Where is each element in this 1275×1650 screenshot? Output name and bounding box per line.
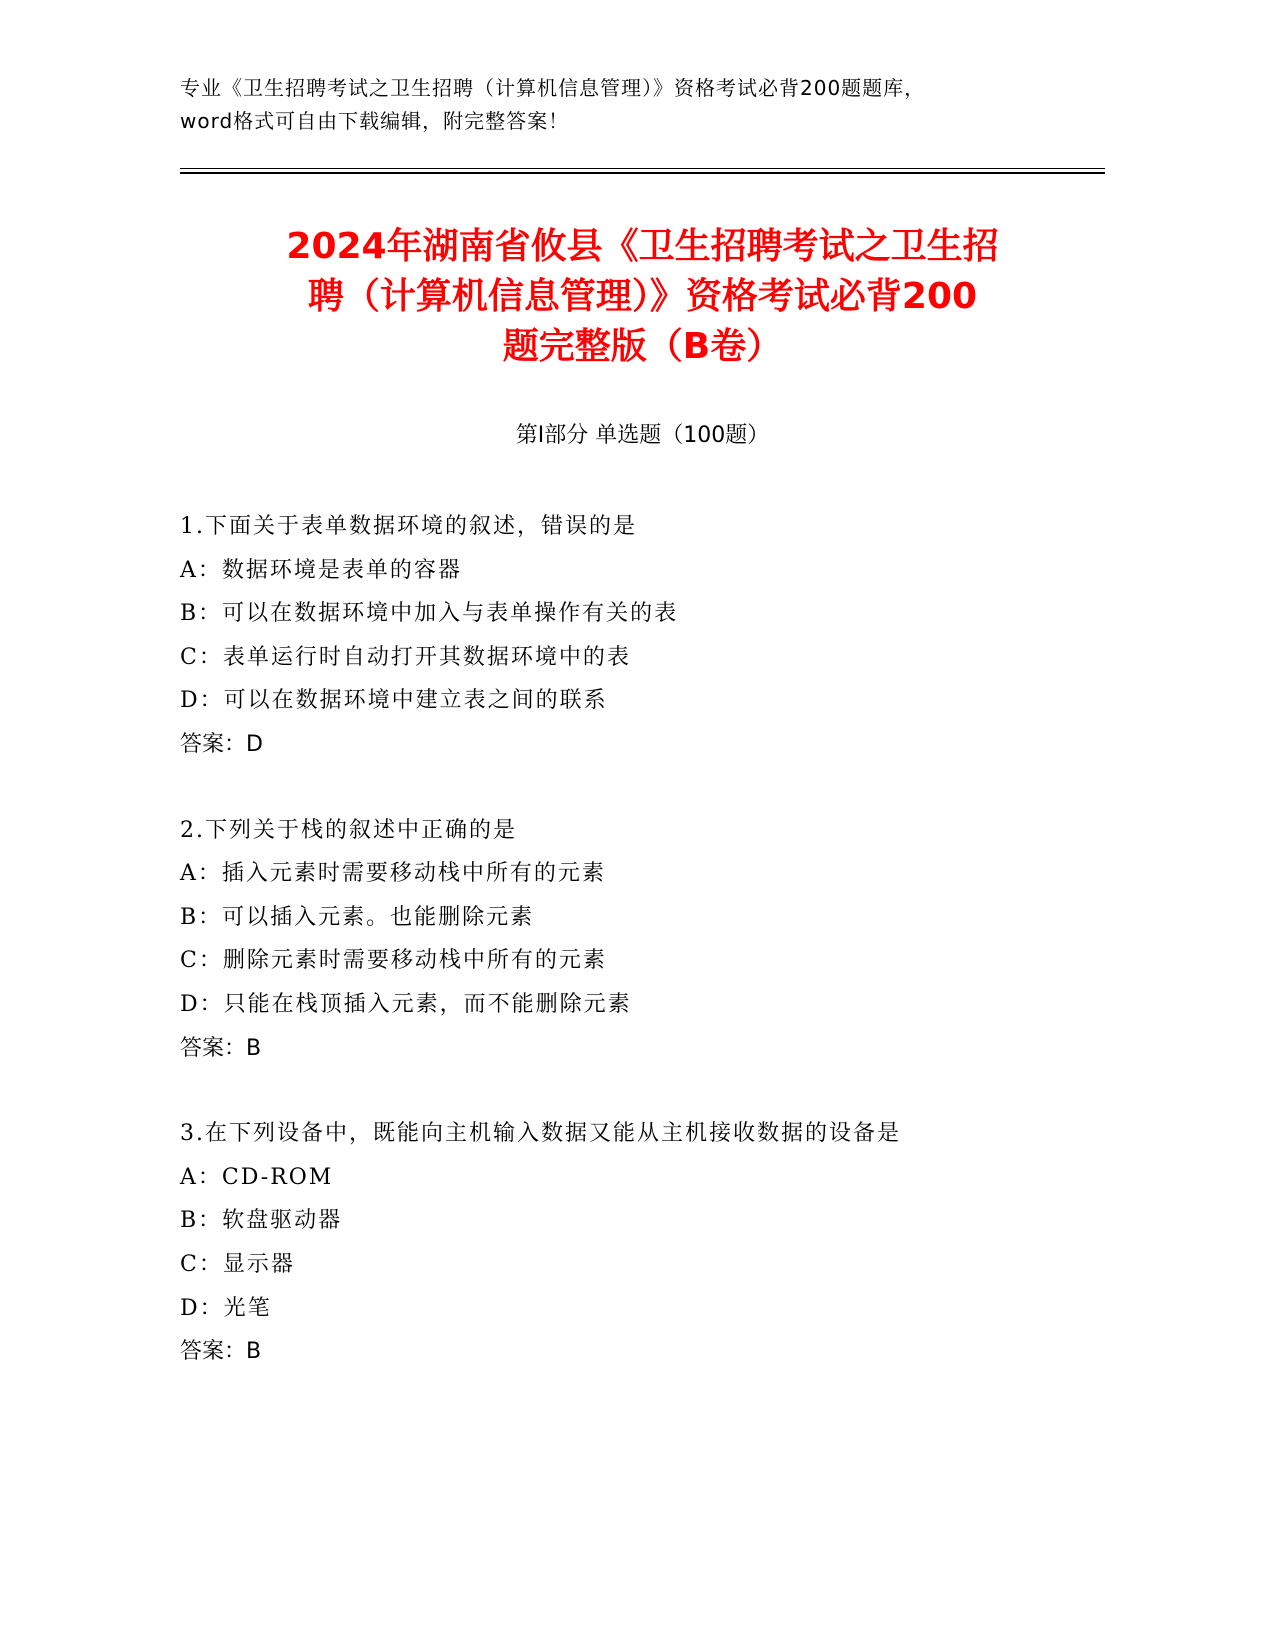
option-a: A：插入元素时需要移动栈中所有的元素 (180, 861, 606, 887)
option-c: C：表单运行时自动打开其数据环境中的表 (180, 644, 631, 670)
option-b: B：软盘驱动器 (180, 1208, 343, 1234)
header-note-line-2: word格式可自由下载编辑，附完整答案！ (180, 109, 570, 133)
option-a: A：数据环境是表单的容器 (180, 557, 462, 583)
document-title-line-1: 2024年湖南省攸县《卫生招聘考试之卫生招 (286, 226, 999, 267)
document-title-line-2: 聘（计算机信息管理）》资格考试必背200 (307, 276, 978, 317)
option-c: C：删除元素时需要移动栈中所有的元素 (180, 948, 607, 974)
question-list (180, 505, 1110, 1416)
question-2 (180, 809, 1110, 1071)
answer: 答案：B (180, 1035, 262, 1061)
option-c: C：显示器 (180, 1251, 295, 1277)
header-note (180, 72, 1100, 138)
option-d: D：可以在数据环境中建立表之间的联系 (180, 688, 608, 714)
document-title (180, 222, 1105, 372)
option-d: D：光笔 (180, 1295, 272, 1321)
header-divider-thin (180, 168, 1105, 169)
option-d: D：只能在栈顶插入元素，而不能删除元素 (180, 991, 632, 1017)
question-stem: 1.下面关于表单数据环境的叙述，错误的是 (180, 514, 637, 539)
question-stem: 2.下列关于栈的叙述中正确的是 (180, 817, 517, 843)
header-divider-thick (180, 172, 1105, 174)
document-title-line-3: 题完整版（B卷） (502, 326, 783, 367)
question-1 (180, 505, 1110, 767)
question-stem: 3.在下列设备中，既能向主机输入数据又能从主机接收数据的设备是 (180, 1121, 901, 1147)
header-note-line-1: 专业《卫生招聘考试之卫生招聘（计算机信息管理）》资格考试必背200题题库， (180, 76, 926, 100)
question-3 (180, 1112, 1110, 1374)
option-a: A：CD-ROM (180, 1164, 334, 1190)
answer: 答案：D (180, 731, 263, 757)
option-b: B：可以在数据环境中加入与表单操作有关的表 (180, 601, 679, 627)
section-title: 第I部分 单选题（100题） (515, 423, 770, 448)
option-b: B：可以插入元素。也能删除元素 (180, 904, 535, 930)
answer: 答案：B (180, 1339, 262, 1365)
